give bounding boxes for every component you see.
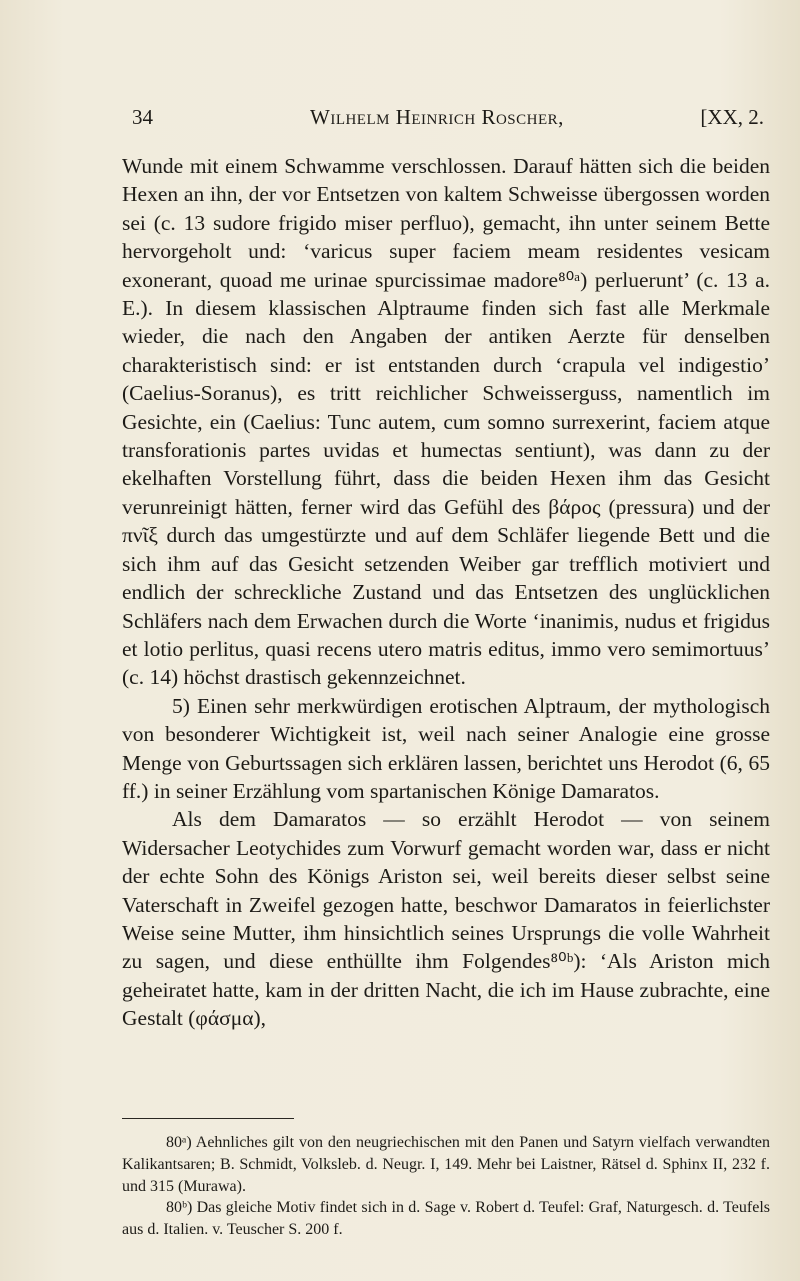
running-title: Wilhelm Heinrich Roscher, (310, 105, 564, 129)
running-header (124, 105, 764, 135)
paragraph-1: Wunde mit einem Schwamme verschlossen. Darauf hätten sich die beiden Hexen an ihn, der vor Entsetzen von kaltem Schweisse übergossen worden sei (c. 13 sudore frigido miser perfluo), gemacht, ihn unter seinem Bette hervorgeholt und: ‘varicus super faciem meam residentes vesicam exonerant, quoad me urinae spurcissimae madore⁸⁰ᵃ) perluerunt’ (c. 13 a. E.). In diesem klassischen Alptraume finden sich fast alle Merkmale wieder, die nach den Angaben der antiken Aerzte für denselben charakteristisch sind: er ist entstanden durch ‘crapula vel indigestio’ (Caelius-Soranus), es tritt reichlicher Schweisserguss, namentlich im Gesichte, ein (Caelius: Tunc autem, cum somno surrexerint, faciem atque transforationis partes uvidas et humectas sentiunt), was dann zu der ekelhaften Vorstellung führt, dass die beiden Hexen ihm das Gesicht verunreinigt hätten, ferner wird das Gefühl des βάρος (pressura) und der πνῖξ durch das umgestürzte und auf dem Schläfer liegende Bett und die sich ihm auf das Gesicht setzenden Weiber gar trefflich motiviert und endlich der schreckliche Zustand und das Entsetzen des unglücklichen Schläfers nach dem Erwachen durch die Worte ‘inanimis, nudus et frigidus et lotio perlitus, quasi recens utero matris editus, immo vero semimortuus’ (c. 14) höchst drastisch gekennzeichnet. (122, 154, 770, 690)
footnote-rule (122, 1118, 294, 1119)
footnotes (122, 1132, 770, 1241)
paragraph-3: Als dem Damaratos — so erzählt Herodot — von seinem Widersacher Leotychides zum Vorwurf gemacht worden war, dass er nicht der echte Sohn des Königs Ariston sei, weil bereits dieser selbst seine Vaterschaft in Zweifel gezogen hatte, beschwor Damaratos in feierlichster Weise seine Mutter, ihm hinsichtlich seines Ursprungs die volle Wahrheit zu sagen, und diese enthüllte ihm Folgendes⁸⁰ᵇ): ‘Als Ariston mich geheiratet hatte, kam in der dritten Nacht, die ich im Hause zubrachte, eine Gestalt (φάσμα), (122, 807, 770, 1031)
main-text (122, 152, 770, 1033)
section-marker: [XX, 2. (700, 105, 764, 129)
footnote-80a: 80ᵃ) Aehnliches gilt von den neugriechischen mit den Panen und Satyrn vielfach verwandten Kalikantsaren; B. Schmidt, Volksleb. d. Neugr. I, 149. Mehr bei Laistner, Rätsel d. Sphinx II, 232 f. und 315 (Murawa). (122, 1134, 770, 1195)
footnote-80b: 80ᵇ) Das gleiche Motiv findet sich in d. Sage v. Robert d. Teufel: Graf, Naturgesch. d. Teufels aus d. Italien. v. Teuscher S. 200 f. (122, 1199, 770, 1239)
paragraph-2: 5) Einen sehr merkwürdigen erotischen Alptraum, der mythologisch von besonderer Wichtigkeit ist, weil nach seiner Analogie eine grosse Menge von Geburtssagen sich erklären lassen, berichtet uns Herodot (6, 65 ff.) in seiner Erzählung vom spartanischen Könige Damaratos. (122, 693, 770, 803)
page-number: 34 (132, 105, 153, 129)
